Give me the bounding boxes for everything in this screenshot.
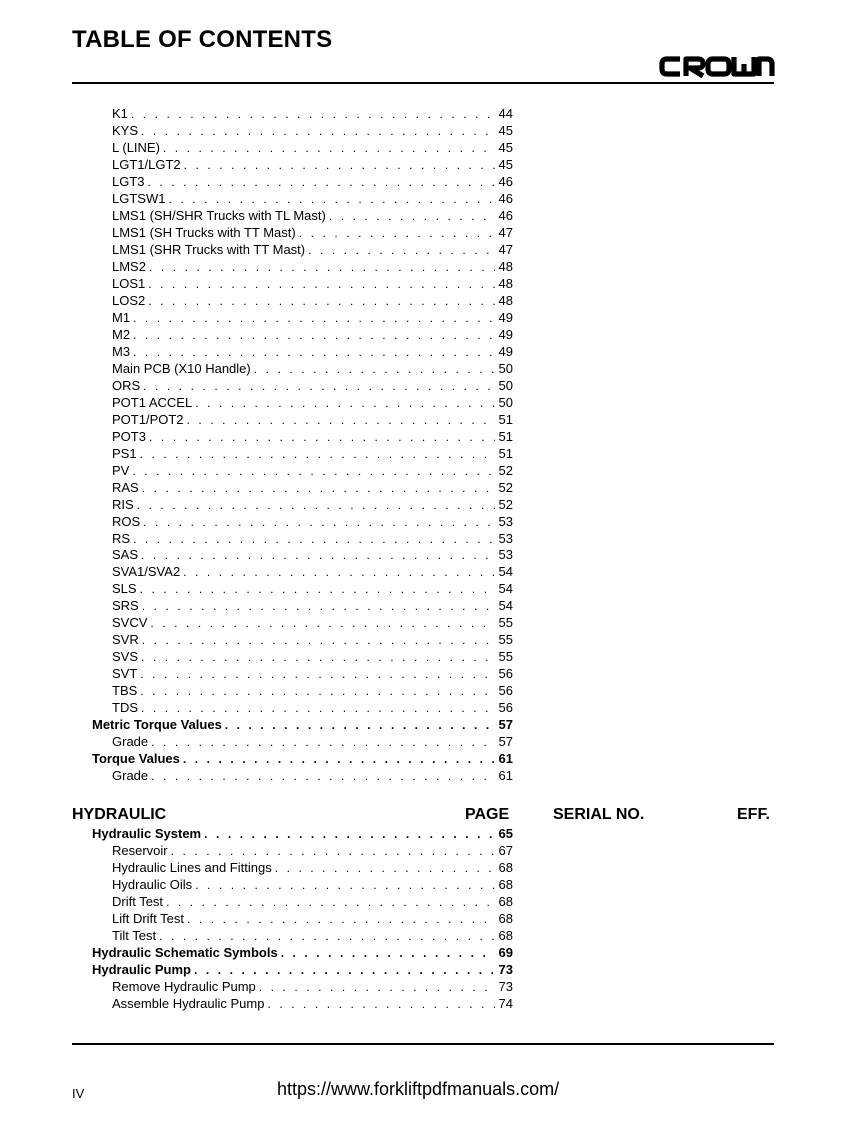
toc-entry-page: 47 bbox=[498, 241, 513, 257]
toc-entry-label: Torque Values bbox=[92, 751, 180, 767]
toc-entry-label: Hydraulic Lines and Fittings bbox=[112, 860, 272, 875]
toc-entry-label: LGT1/LGT2 bbox=[112, 156, 181, 172]
toc-entry-page: 51 bbox=[498, 411, 513, 427]
toc-entry-page: 52 bbox=[498, 479, 513, 495]
toc-entry-label: Metric Torque Values bbox=[92, 717, 222, 733]
toc-entry-page: 55 bbox=[498, 632, 513, 648]
toc-entry-page: 68 bbox=[498, 894, 513, 909]
toc-entry-page: 50 bbox=[498, 360, 513, 376]
toc-entry[interactable] bbox=[112, 360, 513, 377]
toc-entry-label: Drift Test bbox=[112, 894, 164, 909]
toc-leader-dots bbox=[187, 911, 495, 927]
toc-entry-label: Lift Drift Test bbox=[112, 911, 185, 926]
toc-entry-label: LOS1 bbox=[112, 275, 146, 291]
toc-entry[interactable] bbox=[92, 750, 513, 767]
toc-leader-dots bbox=[140, 683, 494, 699]
toc-entry[interactable] bbox=[112, 597, 513, 614]
toc-entry-page: 53 bbox=[498, 513, 513, 529]
toc-entry[interactable] bbox=[112, 631, 513, 648]
toc-entry[interactable] bbox=[112, 292, 513, 309]
toc-leader-dots bbox=[254, 361, 495, 377]
toc-leader-dots bbox=[329, 208, 495, 224]
toc-leader-dots bbox=[194, 962, 495, 978]
toc-entry[interactable] bbox=[112, 859, 513, 876]
toc-entry-label: LGT3 bbox=[112, 173, 145, 189]
toc-leader-dots bbox=[142, 598, 495, 614]
toc-entry-page: 68 bbox=[498, 928, 513, 943]
toc-entry-page: 55 bbox=[498, 649, 513, 665]
toc-entry-page: 51 bbox=[498, 445, 513, 461]
toc-entry-page: 55 bbox=[498, 615, 513, 631]
toc-leader-dots bbox=[140, 446, 495, 462]
toc-entry[interactable] bbox=[112, 978, 513, 995]
toc-leader-dots bbox=[148, 293, 494, 309]
toc-entry-page: 61 bbox=[498, 751, 513, 767]
toc-leader-dots bbox=[133, 310, 494, 326]
toc-entry[interactable] bbox=[112, 767, 513, 784]
toc-entry-page: 46 bbox=[498, 173, 513, 189]
toc-leader-dots bbox=[195, 395, 494, 411]
toc-leader-dots bbox=[133, 531, 494, 547]
toc-entry[interactable] bbox=[112, 428, 513, 445]
toc-entry-label: Hydraulic Pump bbox=[92, 962, 191, 977]
toc-leader-dots bbox=[299, 225, 495, 241]
toc-entry-label: TBS bbox=[112, 683, 138, 699]
toc-entry[interactable] bbox=[112, 275, 513, 292]
toc-entry[interactable] bbox=[112, 496, 513, 513]
toc-leader-dots bbox=[150, 615, 494, 631]
toc-entry[interactable] bbox=[112, 513, 513, 530]
toc-entry[interactable] bbox=[112, 682, 513, 699]
toc-leader-dots bbox=[187, 412, 495, 428]
toc-leader-dots bbox=[141, 547, 495, 563]
toc-entry-page: 74 bbox=[498, 996, 513, 1011]
toc-entry-label: POT1/POT2 bbox=[112, 411, 184, 427]
toc-entry-page: 49 bbox=[498, 309, 513, 325]
toc-entry-label: Assemble Hydraulic Pump bbox=[112, 996, 265, 1011]
toc-entry-page: 52 bbox=[498, 462, 513, 478]
toc-entry-label: SVCV bbox=[112, 615, 148, 631]
toc-entry[interactable] bbox=[112, 224, 513, 241]
toc-entry[interactable] bbox=[112, 699, 513, 716]
toc-entry-label: LMS1 (SH/SHR Trucks with TL Mast) bbox=[112, 207, 326, 223]
toc-leader-dots bbox=[142, 480, 495, 496]
toc-entry-label: ORS bbox=[112, 377, 141, 393]
toc-entry-label: Tilt Test bbox=[112, 928, 157, 943]
toc-entry-page: 56 bbox=[498, 666, 513, 682]
toc-leader-dots bbox=[141, 123, 495, 139]
toc-entry-label: SAS bbox=[112, 547, 139, 563]
toc-leader-dots bbox=[148, 276, 494, 292]
toc-entry-page: 54 bbox=[498, 598, 513, 614]
toc-entry[interactable] bbox=[92, 825, 513, 842]
toc-entry[interactable] bbox=[112, 462, 513, 479]
toc-entry-page: 45 bbox=[498, 122, 513, 138]
toc-entry-label: Grade bbox=[112, 734, 149, 750]
toc-leader-dots bbox=[171, 843, 495, 859]
toc-entry-label: POT1 ACCEL bbox=[112, 394, 193, 410]
toc-leader-dots bbox=[143, 378, 494, 394]
toc-entry[interactable] bbox=[92, 944, 513, 961]
toc-leader-dots bbox=[151, 734, 494, 750]
toc-entry[interactable] bbox=[112, 326, 513, 343]
toc-entry-page: 54 bbox=[498, 581, 513, 597]
toc-entry-page: 57 bbox=[498, 734, 513, 750]
toc-entry[interactable] bbox=[112, 190, 513, 207]
toc-leader-dots bbox=[183, 751, 495, 767]
toc-leader-dots bbox=[140, 581, 495, 597]
toc-entry-label: Hydraulic Oils bbox=[112, 877, 193, 892]
toc-leader-dots bbox=[267, 996, 494, 1012]
toc-entry[interactable] bbox=[112, 105, 513, 122]
toc-entry-page: 73 bbox=[498, 979, 513, 994]
toc-leader-dots bbox=[140, 666, 494, 682]
toc-entry[interactable] bbox=[112, 258, 513, 275]
toc-entry-label: SVS bbox=[112, 649, 139, 665]
toc-entry-page: 47 bbox=[498, 224, 513, 240]
toc-leader-dots bbox=[163, 140, 495, 156]
toc-entry-label: SLS bbox=[112, 581, 137, 597]
toc-entry[interactable] bbox=[112, 173, 513, 190]
toc-leader-dots bbox=[141, 700, 495, 716]
toc-entry-label: KYS bbox=[112, 122, 139, 138]
toc-leader-dots bbox=[159, 928, 494, 944]
toc-leader-dots bbox=[281, 945, 495, 961]
toc-entry-page: 65 bbox=[498, 826, 513, 841]
toc-entry-label: M2 bbox=[112, 326, 131, 342]
toc-entry-label: PS1 bbox=[112, 445, 137, 461]
toc-entry-page: 73 bbox=[498, 962, 513, 977]
toc-entry[interactable] bbox=[112, 876, 513, 893]
toc-entry-page: 46 bbox=[498, 190, 513, 206]
toc-entry[interactable] bbox=[112, 530, 513, 547]
toc-entry-page: 48 bbox=[498, 275, 513, 291]
toc-entry-label: SVR bbox=[112, 632, 139, 648]
toc-entry-page: 68 bbox=[498, 860, 513, 875]
toc-entry-page: 46 bbox=[498, 207, 513, 223]
toc-entry[interactable] bbox=[112, 910, 513, 927]
toc-entry-page: 52 bbox=[498, 496, 513, 512]
toc-entry[interactable] bbox=[112, 995, 513, 1012]
toc-entry[interactable] bbox=[112, 156, 513, 173]
toc-entry-label: LMS1 (SHR Trucks with TT Mast) bbox=[112, 241, 306, 257]
toc-entry-page: 44 bbox=[498, 106, 513, 121]
crown-logo bbox=[658, 50, 776, 80]
toc-entry-label: LMS2 bbox=[112, 258, 146, 274]
toc-entry-label: SVA1/SVA2 bbox=[112, 564, 181, 580]
toc-entry-page: 49 bbox=[498, 326, 513, 342]
toc-entry-page: 50 bbox=[498, 377, 513, 393]
toc-leader-dots bbox=[137, 497, 495, 513]
toc-entry[interactable] bbox=[112, 580, 513, 597]
toc-leader-dots bbox=[168, 191, 494, 207]
footer-url[interactable]: https://www.forkliftpdfmanuals.com/ bbox=[277, 1079, 560, 1099]
toc-entry-page: 56 bbox=[498, 700, 513, 716]
toc-entry-label: LMS1 (SH Trucks with TT Mast) bbox=[112, 224, 296, 240]
toc-entry[interactable] bbox=[112, 479, 513, 496]
toc-entry-label: Hydraulic System bbox=[92, 826, 202, 841]
toc-entry-label: POT3 bbox=[112, 428, 146, 444]
header-divider bbox=[72, 82, 774, 84]
toc-leader-dots bbox=[151, 768, 494, 784]
toc-entry-label: Reservoir bbox=[112, 843, 168, 858]
toc-entry-label: ROS bbox=[112, 513, 141, 529]
toc-leader-dots bbox=[133, 344, 494, 360]
toc-entry[interactable] bbox=[112, 648, 513, 665]
toc-entry-label: LGTSW1 bbox=[112, 190, 166, 206]
toc-entry[interactable] bbox=[112, 309, 513, 326]
toc-entry-label: RAS bbox=[112, 479, 139, 495]
toc-entry-label: Hydraulic Schematic Symbols bbox=[92, 945, 278, 960]
toc-leader-dots bbox=[275, 860, 495, 876]
toc-leader-dots bbox=[148, 174, 495, 190]
toc-entry-label: Main PCB (X10 Handle) bbox=[112, 360, 251, 376]
toc-entry[interactable] bbox=[112, 563, 513, 580]
toc-entry[interactable] bbox=[92, 716, 513, 733]
toc-entry[interactable] bbox=[112, 893, 513, 910]
toc-entry[interactable] bbox=[112, 445, 513, 462]
toc-entry-label: Remove Hydraulic Pump bbox=[112, 979, 256, 994]
toc-entry-page: 53 bbox=[498, 530, 513, 546]
toc-leader-dots bbox=[133, 327, 494, 343]
toc-entry-label: TDS bbox=[112, 700, 138, 716]
toc-entry[interactable] bbox=[112, 394, 513, 411]
toc-entry-page: 51 bbox=[498, 428, 513, 444]
column-header-serial: SERIAL NO. bbox=[553, 806, 645, 823]
toc-entry-page: 50 bbox=[498, 394, 513, 410]
toc-entry-label: SVT bbox=[112, 666, 138, 682]
toc-entry-label: L (LINE) bbox=[112, 139, 160, 155]
toc-entry-label: Grade bbox=[112, 768, 149, 784]
toc-entry-label: LOS2 bbox=[112, 292, 146, 308]
toc-leader-dots bbox=[204, 826, 494, 842]
toc-entry-page: 48 bbox=[498, 258, 513, 274]
toc-leader-dots bbox=[142, 632, 495, 648]
toc-entry[interactable] bbox=[112, 665, 513, 682]
page-number: IV bbox=[72, 1086, 85, 1101]
toc-leader-dots bbox=[195, 877, 494, 893]
toc-leader-dots bbox=[184, 157, 495, 173]
toc-entry-label: M1 bbox=[112, 309, 131, 325]
toc-leader-dots bbox=[308, 242, 494, 258]
toc-entry[interactable] bbox=[112, 343, 513, 360]
toc-leader-dots bbox=[149, 429, 495, 445]
toc-entry-page: 57 bbox=[498, 717, 513, 733]
toc-entry-page: 49 bbox=[498, 343, 513, 359]
toc-entry-page: 53 bbox=[498, 547, 513, 563]
toc-leader-dots bbox=[132, 463, 494, 479]
toc-entry[interactable] bbox=[92, 961, 513, 978]
toc-entry-label: RS bbox=[112, 530, 131, 546]
toc-leader-dots bbox=[259, 979, 495, 995]
toc-entry[interactable] bbox=[112, 546, 513, 563]
toc-entry-page: 67 bbox=[498, 843, 513, 858]
column-header-page: PAGE bbox=[465, 806, 510, 823]
toc-entry[interactable] bbox=[112, 377, 513, 394]
toc-entry-label: M3 bbox=[112, 343, 131, 359]
toc-entry-page: 68 bbox=[498, 877, 513, 892]
toc-entry-page: 45 bbox=[498, 156, 513, 172]
toc-entry[interactable] bbox=[112, 842, 513, 859]
toc-entry-page: 54 bbox=[498, 564, 513, 580]
section-title: HYDRAULIC bbox=[72, 806, 167, 823]
toc-entry[interactable] bbox=[112, 241, 513, 258]
toc-entry-page: 61 bbox=[498, 768, 513, 784]
footer-divider bbox=[72, 1043, 774, 1045]
toc-entry-page: 48 bbox=[498, 292, 513, 308]
toc-entry[interactable] bbox=[112, 614, 513, 631]
toc-entry-page: 69 bbox=[498, 945, 513, 960]
toc-entry[interactable] bbox=[112, 207, 513, 224]
toc-leader-dots bbox=[149, 259, 495, 275]
column-header-eff: EFF. bbox=[737, 806, 770, 823]
toc-leader-dots bbox=[131, 106, 495, 122]
toc-leader-dots bbox=[225, 717, 495, 733]
toc-entry[interactable] bbox=[112, 122, 513, 139]
toc-entry-label: K1 bbox=[112, 106, 128, 121]
toc-leader-dots bbox=[141, 649, 495, 665]
toc-entry-label: RIS bbox=[112, 496, 134, 512]
toc-entry-page: 45 bbox=[498, 139, 513, 155]
toc-entry-label: SRS bbox=[112, 598, 139, 614]
toc-entry[interactable] bbox=[112, 927, 513, 944]
toc-entry[interactable] bbox=[112, 139, 513, 156]
toc-entry[interactable] bbox=[112, 411, 513, 428]
toc-entry-page: 68 bbox=[498, 911, 513, 926]
crown-logo-icon bbox=[658, 50, 776, 80]
toc-leader-dots bbox=[166, 894, 494, 910]
toc-leader-dots bbox=[183, 564, 494, 580]
toc-entry-label: PV bbox=[112, 462, 130, 478]
toc-leader-dots bbox=[143, 514, 494, 530]
toc-entry[interactable] bbox=[112, 733, 513, 750]
page-title: TABLE OF CONTENTS bbox=[72, 26, 333, 53]
toc-entry-page: 56 bbox=[498, 683, 513, 699]
